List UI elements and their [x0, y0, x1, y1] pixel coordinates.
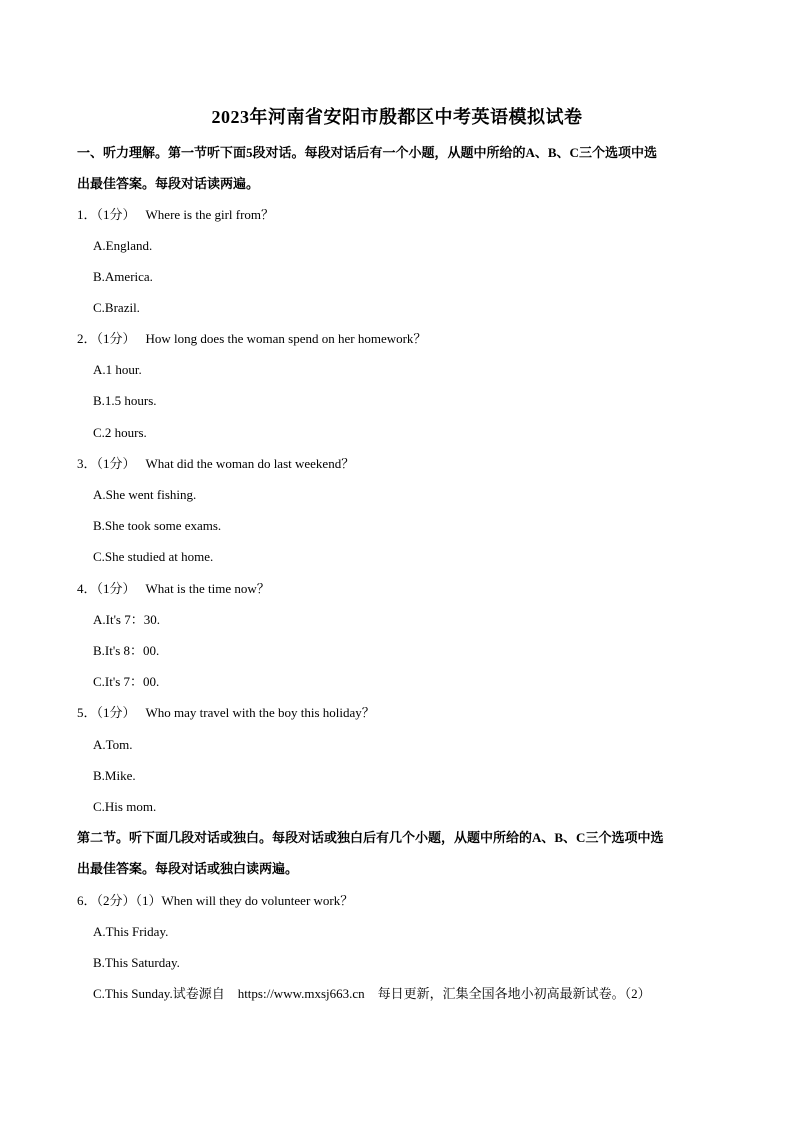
- question-number: 2．: [77, 331, 97, 346]
- section2-heading-line2: 出最佳答案。每段对话或独白读两遍。: [77, 861, 299, 876]
- section1-heading-line1: 一、听力理解。第一节听下面5段对话。每段对话后有一个小题，从题中所给的A、B、C三个选项中选: [77, 145, 657, 160]
- option-1a: A.England.: [93, 238, 153, 253]
- question-score: （1分）: [96, 331, 136, 346]
- question-text: What is the time now？: [145, 581, 270, 596]
- option-4b: B.It's 8：00.: [93, 643, 160, 658]
- question-1: [77, 207, 274, 223]
- option-5b: B.Mike.: [93, 768, 136, 783]
- question-text: What did the woman do last weekend？: [145, 456, 355, 471]
- question-text: Where is the girl from？: [145, 207, 275, 222]
- option-1b: B.America.: [93, 269, 153, 284]
- option-3a: A.She went fishing.: [93, 487, 197, 502]
- option-6c-with-source-note: C.This Sunday.试卷源自 https://www.mxsj663.cn 每日更新，汇集全国各地小初高最新试卷。（2）: [93, 986, 651, 1001]
- page-title: 2023年河南省安阳市殷都区中考英语模拟试卷: [211, 107, 583, 127]
- question-number: 1．: [77, 207, 97, 222]
- question-2: [77, 331, 426, 347]
- question-number: 4．: [77, 581, 97, 596]
- option-2b: B.1.5 hours.: [93, 393, 157, 408]
- question-score: （1分）: [96, 456, 136, 471]
- question-number: 5．: [77, 705, 97, 720]
- option-3b: B.She took some exams.: [93, 518, 222, 533]
- question-text: （1）When will they do volunteer work？: [135, 893, 354, 908]
- option-2a: A.1 hour.: [93, 362, 142, 377]
- option-6a: A.This Friday.: [93, 924, 169, 939]
- section2-heading-line1: 第二节。听下面几段对话或独白。每段对话或独白后有几个小题，从题中所给的A、B、C三个选项中选: [77, 830, 664, 845]
- option-6b: B.This Saturday.: [93, 955, 180, 970]
- question-score: （1分）: [96, 705, 136, 720]
- option-4a: A.It's 7：30.: [93, 612, 160, 627]
- question-text: Who may travel with the boy this holiday？: [145, 705, 375, 720]
- section1-heading-line2: 出最佳答案。每段对话读两遍。: [77, 176, 260, 191]
- question-score: （1分）: [96, 581, 136, 596]
- question-score: （2分）: [96, 893, 136, 908]
- option-3c: C.She studied at home.: [93, 549, 214, 564]
- option-1c: C.Brazil.: [93, 300, 140, 315]
- option-5a: A.Tom.: [93, 737, 133, 752]
- question-text: How long does the woman spend on her homework？: [145, 331, 427, 346]
- question-number: 3．: [77, 456, 97, 471]
- question-6: [77, 893, 353, 909]
- question-number: 6．: [77, 893, 97, 908]
- question-3: [77, 456, 354, 472]
- option-5c: C.His mom.: [93, 799, 157, 814]
- option-4c: C.It's 7：00.: [93, 674, 160, 689]
- question-score: （1分）: [96, 207, 136, 222]
- question-5: [77, 705, 375, 721]
- question-4: [77, 581, 270, 597]
- option-2c: C.2 hours.: [93, 425, 147, 440]
